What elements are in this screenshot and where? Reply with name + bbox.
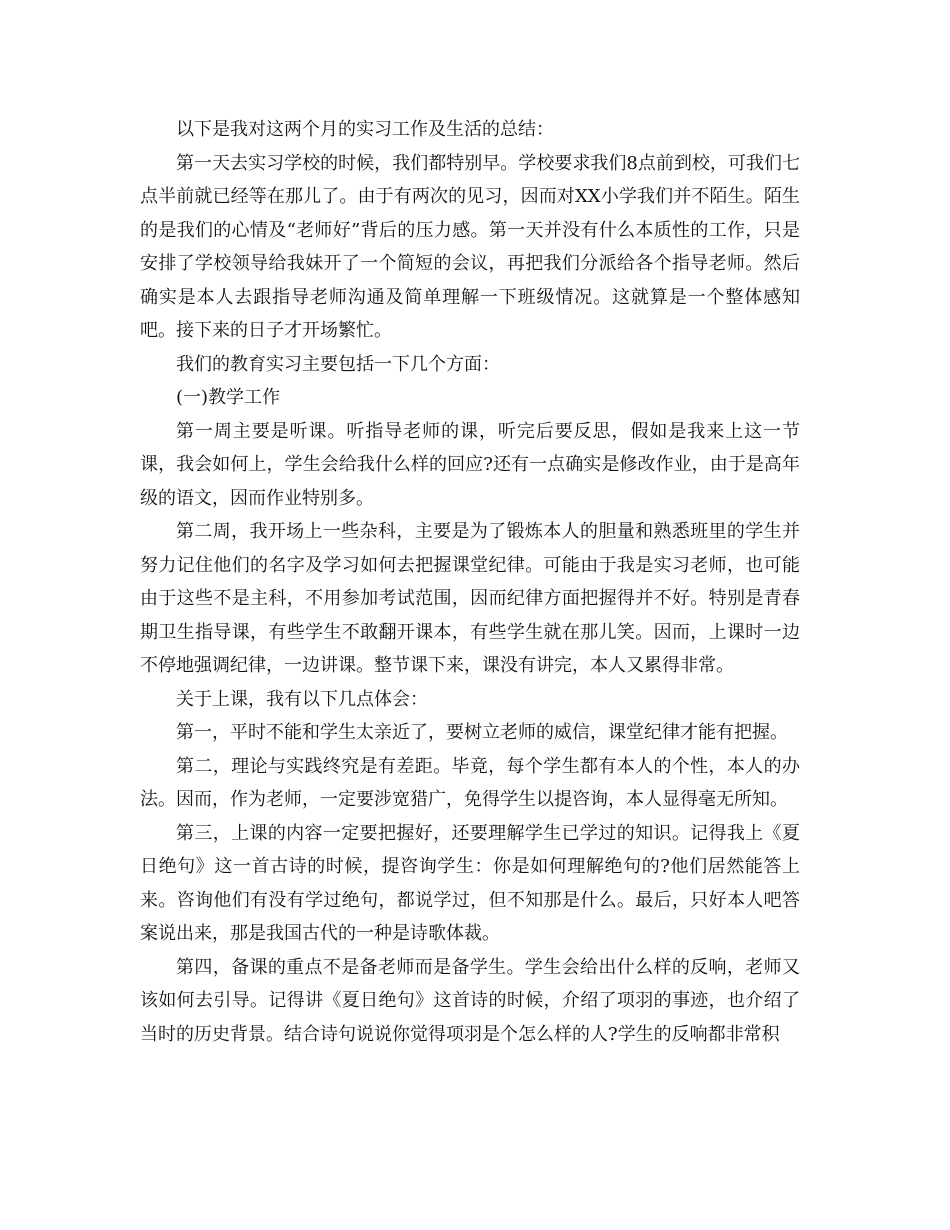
paragraph-point-three: 第三，上课的内容一定要把握好，还要理解学生已学过的知识。记得我上《夏日绝句》这一首古诗的时候，提咨询学生：你是如何理解绝句的?他们居然能答上来。咨询他们有没有学过绝句，都说学过，但不知那是什么。最后，只好本人吧答案说出来，那是我国古代的一种是诗歌体裁。 <box>140 822 800 944</box>
paragraph-point-four: 第四，备课的重点不是备老师而是备学生。学生会给出什么样的反响，老师又该如何去引导。记得讲《夏日绝句》这首诗的时候，介绍了项羽的事迹，也介绍了当时的历史背景。结合诗句说说你觉得项羽是个怎么样的人?学生的反响都非常积 <box>140 956 800 1045</box>
paragraph-aspects: 我们的教育实习主要包括一下几个方面： <box>176 353 500 375</box>
paragraph-point-one: 第一，平时不能和学生太亲近了，要树立老师的威信，课堂纪律才能有把握。 <box>176 722 788 743</box>
paragraph-week-two: 第二周，我开场上一些杂科，主要是为了锻炼本人的胆量和熟悉班里的学生并努力记住他们的名字及学习如何去把握课堂纪律。可能由于我是实习老师，也可能由于这些不是主科，不用参加考试范围，因而纪律方面把握得并不好。特别是青春期卫生指导课，有些学生不敢翻开课本，有些学生就在那儿笑。因而，上课时一边不停地强调纪律，一边讲课。整节课下来，课没有讲完，本人又累得非常。 <box>140 521 800 676</box>
paragraph-intro: 以下是我对这两个月的实习工作及生活的总结： <box>176 119 554 140</box>
paragraph-reflections-intro: 关于上课，我有以下几点体会： <box>176 688 428 710</box>
document-body <box>140 113 800 1051</box>
section-heading-teaching: (一)教学工作 <box>176 387 281 408</box>
paragraph-week-one: 第一周主要是听课。听指导老师的课，听完后要反思，假如是我来上这一节课，我会如何上，学生会给我什么样的回应?还有一点确实是修改作业，由于是高年级的语文，因而作业特别多。 <box>140 420 800 509</box>
paragraph-point-two: 第二，理论与实践终究是有差距。毕竟，每个学生都有本人的个性，本人的办法。因而，作为老师，一定要涉宽猎广，免得学生以提咨询，本人显得毫无所知。 <box>140 755 800 810</box>
paragraph-first-day: 第一天去实习学校的时候，我们都特别早。学校要求我们8点前到校，可我们七点半前就已经等在那儿了。由于有两次的见习，因而对XX小学我们并不陌生。陌生的是我们的心情及“老师好”背后的压力感。第一天并没有什么本质性的工作，只是安排了学校领导给我妹开了一个简短的会议，再把我们分派给各个指导老师。然后确实是本人去跟指导老师沟通及简单理解一下班级情况。这就算是一个整体感知吧。接下来的日子才开场繁忙。 <box>140 152 800 341</box>
